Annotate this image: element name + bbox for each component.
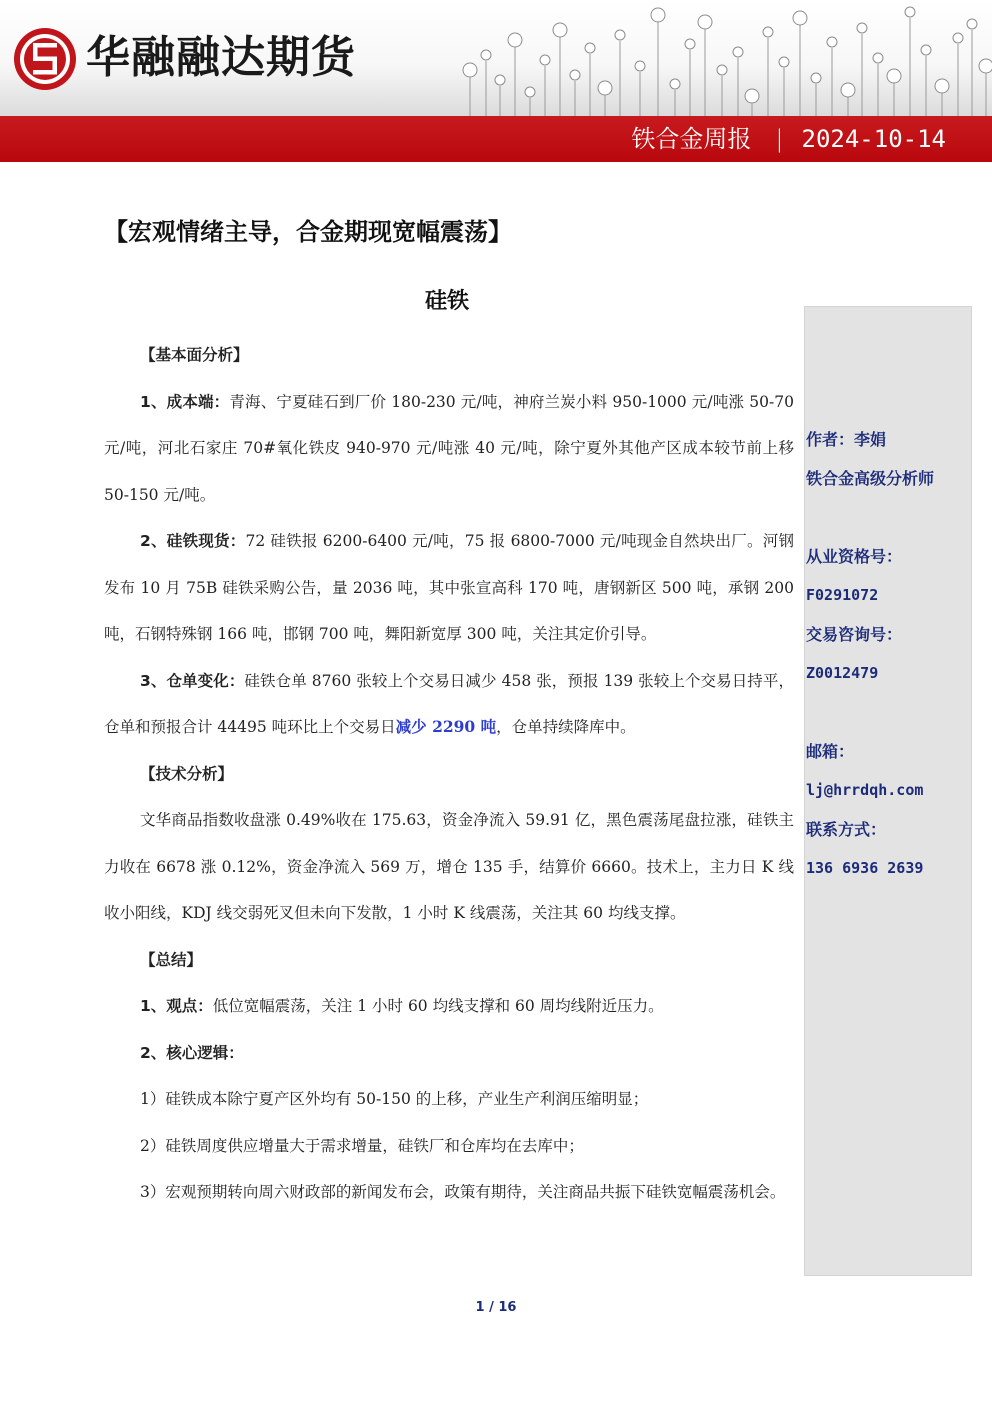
header-pin-head [857, 23, 867, 33]
header-pin-head [651, 8, 665, 22]
header-pin-head [953, 33, 963, 43]
fundamental-item-warrant: 3、仓单变化：硅铁仓单 8760 张较上个交易日减少 458 张，预报 139 张较上个交易日持平，仓单和预报合计 44495 吨环比上个交易日减少 2290 吨，仓单持续降库中。 [104, 671, 794, 736]
consult-label: 交易咨询号： [806, 625, 903, 644]
header-pin-head [585, 43, 595, 53]
author-name: 作者：李娟 [806, 430, 887, 449]
qualification-label: 从业资格号： [806, 547, 903, 566]
header-pin-head [793, 11, 807, 25]
fundamental-item-cost: 1、成本端：青海、宁夏硅石到厂价 180-230 元/吨，神府兰炭小料 950-1000 元/吨涨 50-70 元/吨，河北石家庄 70#氧化铁皮 940-970 元/吨涨 40 元/吨，除宁夏外其他产区成本较节前上移 50-150 元/吨。 [104, 392, 794, 504]
consult-number: Z0012479 [806, 664, 879, 682]
section-title: 硅铁 [424, 289, 469, 314]
header-pin-head [921, 45, 931, 55]
header-pin-head [481, 50, 491, 60]
report-title-bar [0, 116, 992, 162]
fundamental-item-spot: 2、硅铁现货：72 硅铁报 6200-6400 元/吨，75 报 6800-7000 元/吨现金自然块出厂。河钢发布 10 月 75B 硅铁采购公告，量 2036 吨，其中张宣高科 170 吨，唐钢新区 500 吨，承钢 200 吨，石钢特殊钢 166 吨，邯钢 700 吨，舞阳新宽厚 300 吨，关注其定价引导。 [104, 532, 794, 643]
header-pin-head [763, 27, 773, 37]
header-pin-head [979, 59, 992, 73]
author-title: 铁合金高级分析师 [806, 469, 935, 488]
summary-heading: 【总结】 [140, 950, 203, 969]
fundamental-heading: 【基本面分析】 [140, 346, 249, 364]
header-pin-head [553, 23, 567, 37]
title-separator: | [775, 125, 784, 153]
summary-point: 2）硅铁周度供应增量大于需求增量，硅铁厂和仓库均在去库中； [140, 1136, 584, 1155]
header-pin-head [540, 55, 550, 65]
header-pin-head [905, 7, 915, 17]
header-pin-head [717, 65, 727, 75]
email-address[interactable]: lj@hrrdqh.com [806, 781, 924, 799]
report-headline: 【宏观情绪主导，合金期现宽幅震荡】 [104, 218, 512, 246]
header-pin-head [811, 73, 821, 83]
brand-name: 华融融达期货 [86, 32, 356, 83]
technical-text: 文华商品指数收盘涨 0.49%收在 175.63，资金净流入 59.91 亿，黑色震荡尾盘拉涨，硅铁主力收在 6678 涨 0.12%，资金净流入 569 万，增仓 135 手，结算价 6660。技术上，主力日 K 线收小阳线，KDJ 线交弱死叉但未向下发散，1 小时 K 线震荡，关注其 60 均线支撑。 [104, 811, 794, 922]
report-date: 2024-10-14 [801, 125, 946, 153]
author-info [804, 420, 972, 888]
header-pin-head [841, 83, 855, 97]
summary-logic-label: 2、核心逻辑： [140, 1043, 244, 1062]
company-logo-icon [12, 26, 78, 92]
email-label: 邮箱： [806, 742, 855, 761]
header-pin-head [508, 33, 522, 47]
phone-label: 联系方式： [806, 820, 887, 839]
summary-point: 3）宏观预期转向周六财政部的新闻发布会，政策有期待，关注商品共振下硅铁宽幅震荡机会。 [140, 1183, 786, 1201]
header-pin-head [670, 79, 680, 89]
header-pin-head [935, 79, 949, 93]
header-pin-head [615, 30, 625, 40]
header-pin-head [827, 37, 837, 47]
page-number: 1 / 16 [475, 1300, 517, 1315]
report-type: 铁合金周报 [631, 125, 752, 153]
header-pin-head [525, 87, 535, 97]
summary-point: 1）硅铁成本除宁夏产区外均有 50-150 的上移，产业生产利润压缩明显； [140, 1090, 649, 1108]
header-pin-head [598, 81, 612, 95]
header-pin-head [570, 70, 580, 80]
header-pin-head [463, 63, 477, 77]
header-pin-head [635, 61, 645, 71]
header-pin-head [733, 47, 743, 57]
summary-view: 1、观点：低位宽幅震荡，关注 1 小时 60 均线支撑和 60 周均线附近压力。 [140, 997, 664, 1015]
header-pin-head [685, 39, 695, 49]
header-pin-head [495, 75, 505, 85]
header-pin-head [745, 89, 759, 103]
header-pin-head [873, 53, 883, 63]
header-pin-head [779, 57, 789, 67]
technical-heading: 【技术分析】 [140, 764, 234, 783]
header-pin-head [967, 19, 977, 29]
header-pin-head [887, 69, 901, 83]
qualification-number: F0291072 [806, 586, 879, 604]
report-body [104, 332, 794, 1216]
highlight-decrease: 减少 2290 吨 [395, 717, 497, 736]
phone-number: 136 6936 2639 [806, 859, 924, 877]
header-pin-head [698, 15, 712, 29]
